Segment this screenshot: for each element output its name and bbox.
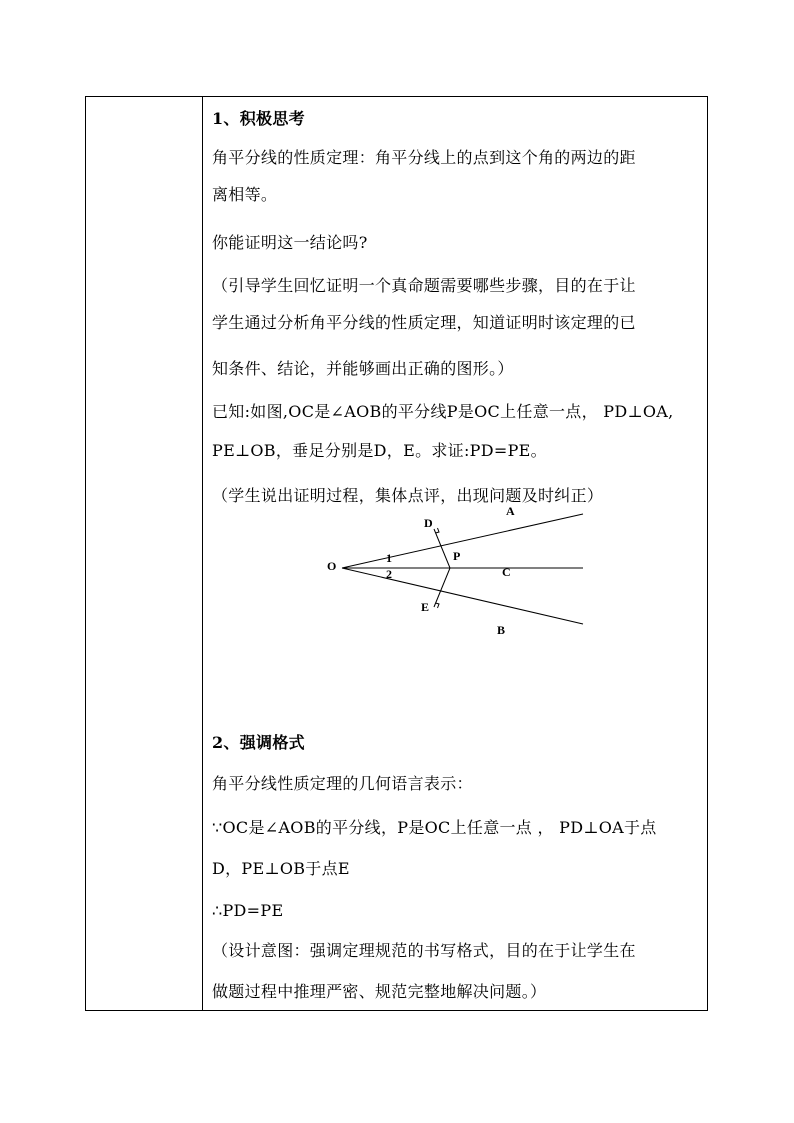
label-d: D: [424, 516, 433, 530]
ray-ob: [342, 568, 583, 624]
therefore-line: ∴PD=PE: [212, 901, 284, 920]
segment-pd: [434, 529, 450, 568]
design-line-2: 做题过程中推理严密、规范完整地解决问题。）: [212, 982, 547, 1001]
label-b: B: [497, 623, 506, 637]
because-line-2: D，PE⊥OB于点E: [212, 859, 350, 878]
ray-oa: [342, 514, 583, 568]
angle-bisector-figure: [203, 97, 708, 657]
student-note: （学生说出证明过程，集体点评，出现问题及时纠正）: [212, 486, 604, 505]
segment-pe: [434, 568, 450, 607]
left-column: [86, 97, 203, 1010]
label-angle-1: 1: [386, 551, 392, 565]
theorem-line-1: 角平分线的性质定理：角平分线上的点到这个角的两边的距: [212, 148, 636, 167]
label-o: O: [327, 559, 337, 573]
label-p: P: [453, 549, 461, 563]
section2-heading: 2、强调格式: [212, 733, 305, 752]
guide-line-2: 学生通过分析角平分线的性质定理，知道证明时该定理的已: [212, 313, 636, 332]
right-angle-mark-d: [436, 528, 440, 533]
given-line-2: PE⊥OB，垂足分别是D，E。求证:PD=PE。: [212, 441, 547, 460]
because-line-1: ∵OC是∠AOB的平分线，P是OC上任意一点 ， PD⊥OA于点: [212, 818, 657, 837]
given-line-1: 已知:如图,OC是∠AOB的平分线P是OC上任意一点， PD⊥OA,: [212, 402, 674, 421]
proof-question: 你能证明这一结论吗?: [212, 233, 368, 252]
right-angle-mark-e: [436, 603, 440, 608]
geometry-intro: 角平分线性质定理的几何语言表示：: [212, 774, 473, 793]
guide-line-3: 知条件、结论，并能够画出正确的图形。）: [212, 359, 514, 378]
theorem-line-2: 离相等。: [212, 185, 278, 204]
design-line-1: （设计意图：强调定理规范的书写格式，目的在于让学生在: [212, 941, 636, 960]
guide-line-1: （引导学生回忆证明一个真命题需要哪些步骤，目的在于让: [212, 276, 636, 295]
label-a: A: [506, 504, 515, 518]
label-angle-2: 2: [386, 567, 392, 581]
section1-heading: 1、积极思考: [212, 109, 305, 128]
label-e: E: [421, 600, 430, 614]
label-c: C: [502, 565, 511, 579]
lesson-table: [85, 96, 708, 1011]
content-column: [203, 97, 707, 1010]
